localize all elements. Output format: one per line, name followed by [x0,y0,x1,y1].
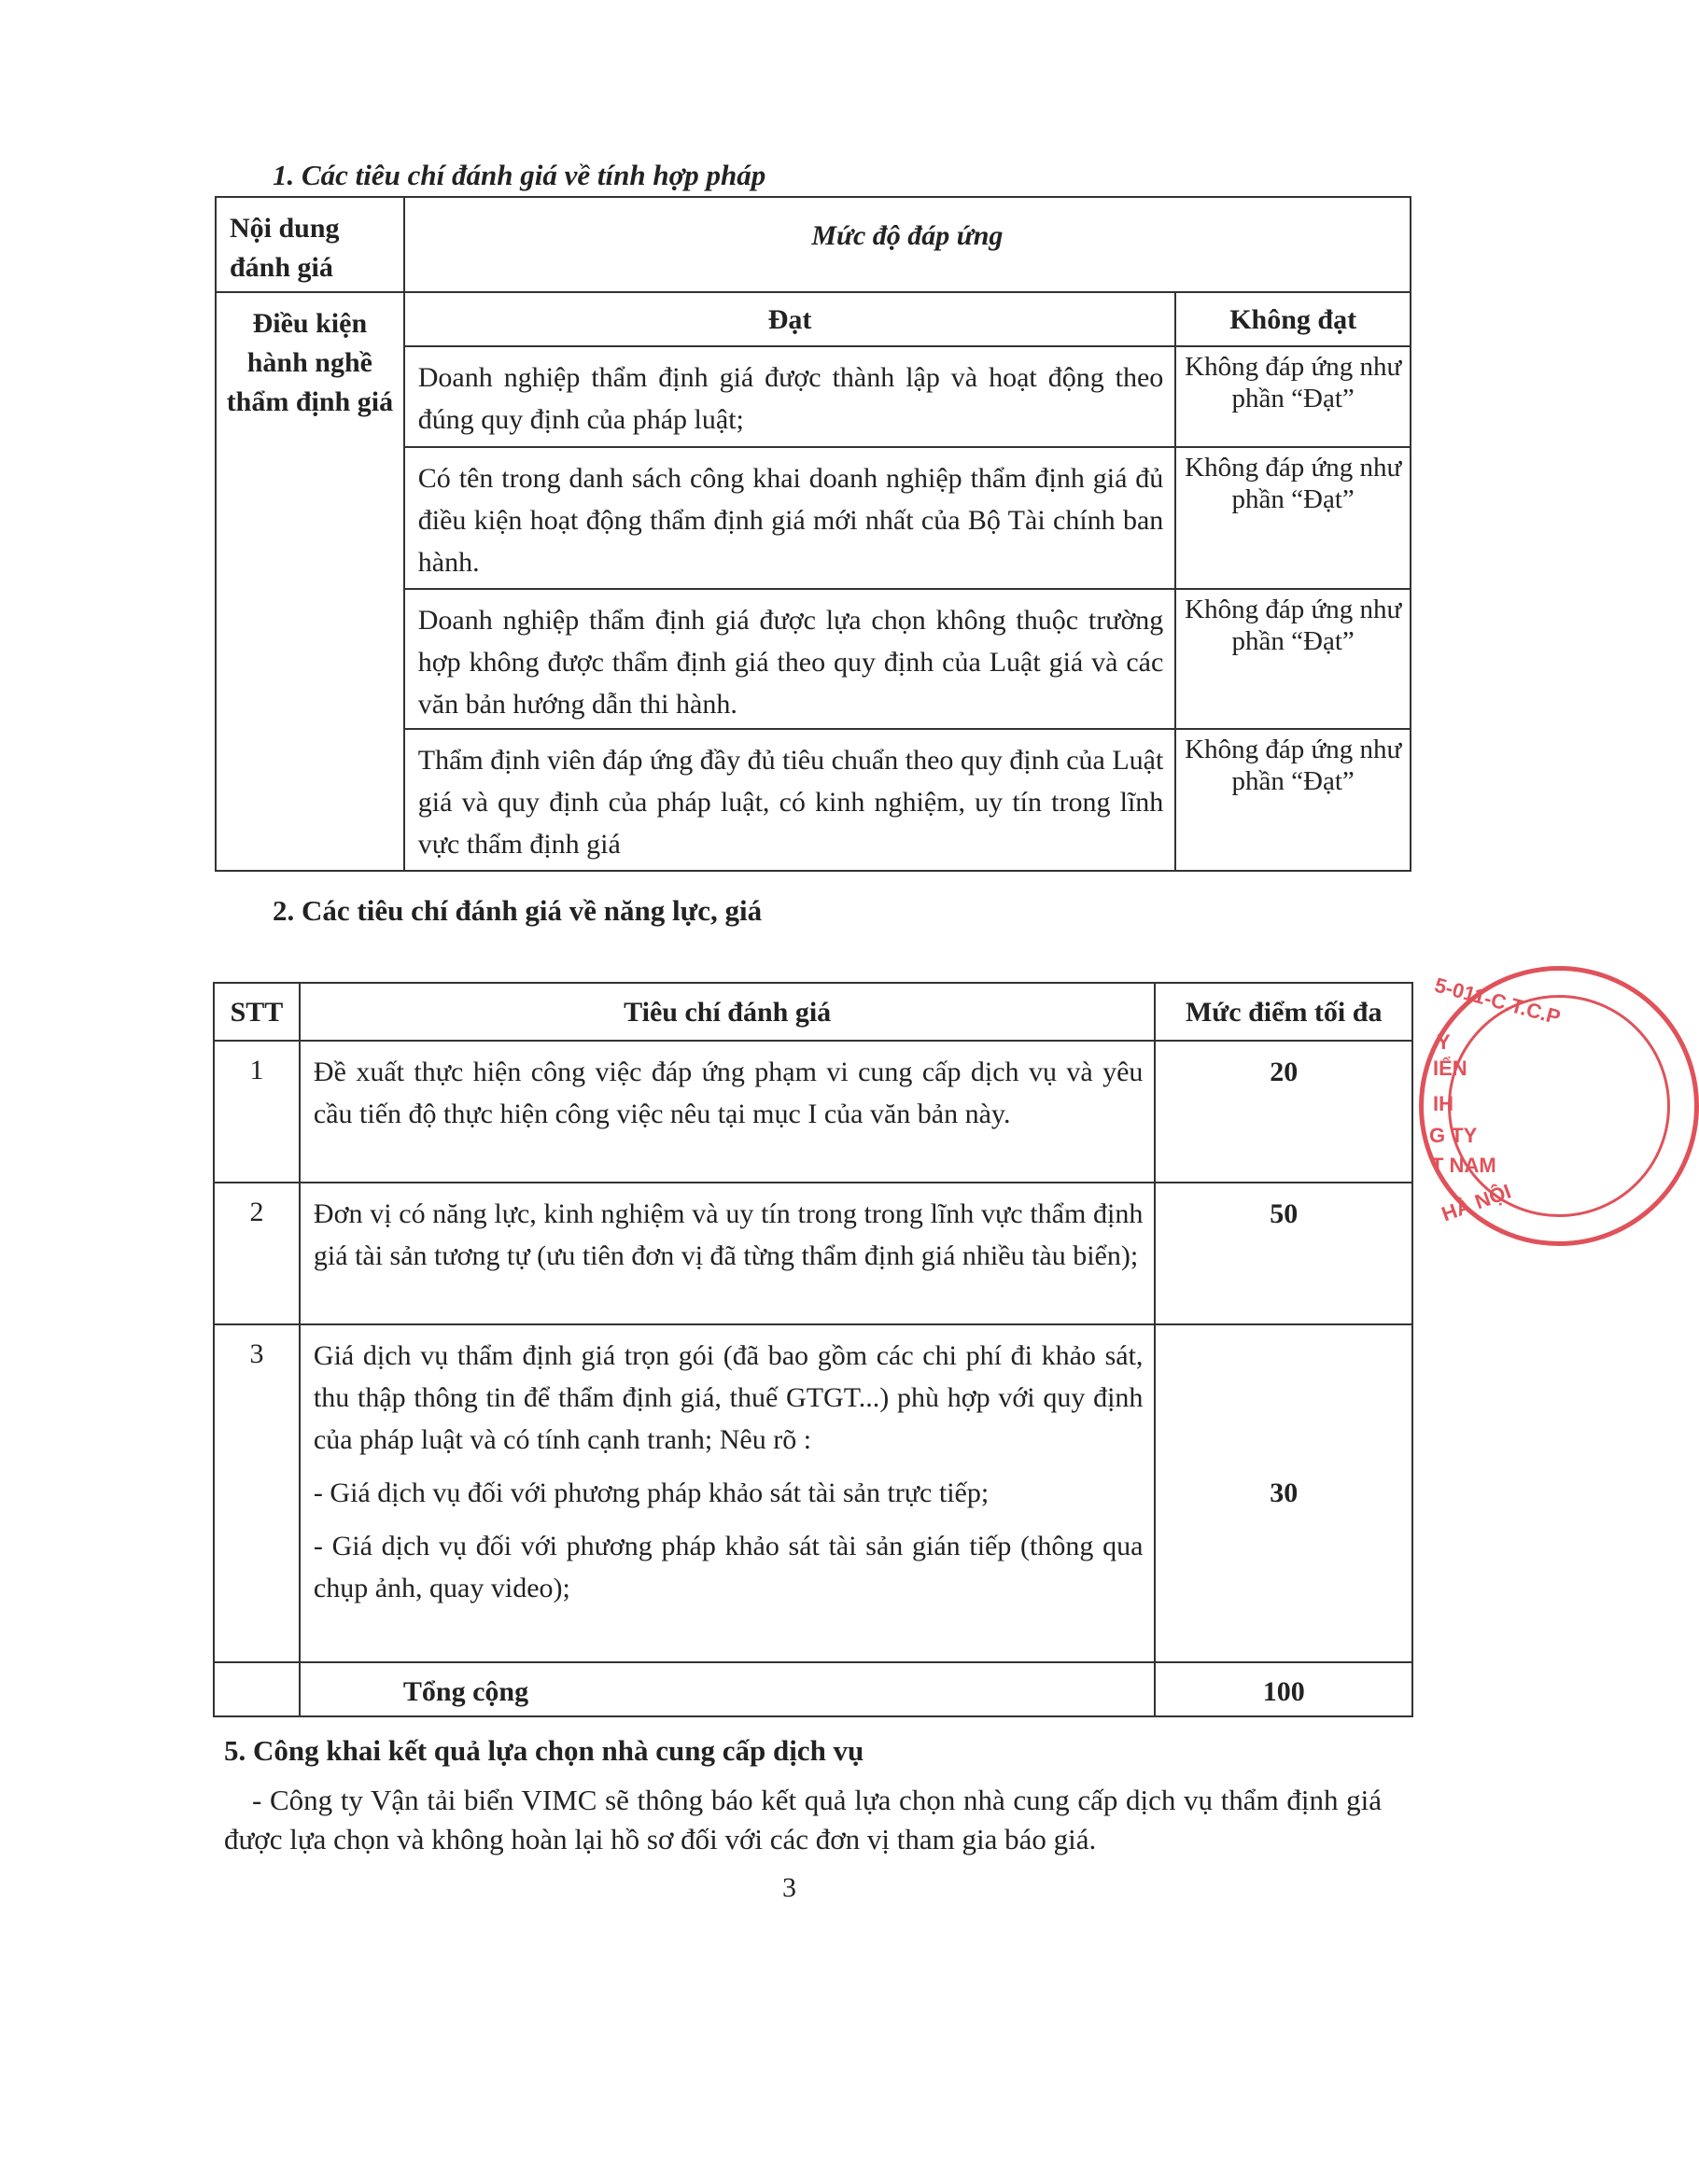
capability-price-table [213,982,1413,1717]
legality-fail-text: Không đáp ứng như phần “Đạt” [1175,447,1411,589]
section5-paragraph: - Công ty Vận tải biển VIMC sẽ thông báo kết quả lựa chọn nhà cung cấp dịch vụ thẩm định giá được lựa chọn và không hoàn lại hồ sơ đối với các đơn vị tham gia báo giá. [224,1784,1382,1855]
criteria-header: Tiêu chí đánh giá [300,983,1155,1041]
row-criteria: Giá dịch vụ thẩm định giá trọn gói (đã bao gồm các chi phí đi khảo sát, thu thập thông tin để thẩm định giá, thuế GTGT...) phù hợp với quy định của pháp luật và có tính cạnh tranh; Nêu rõ : [313,1340,1144,1455]
row-stt: 2 [214,1183,300,1324]
section5-heading: 5. Công khai kết quả lựa chọn nhà cung cấp dịch vụ [224,1734,864,1767]
row-criteria-cell [300,1324,1155,1662]
legality-fail-text: Không đáp ứng như phần “Đạt” [1175,589,1411,729]
header-content-label: Nội dung đánh giá [230,213,340,283]
legality-fail-text: Không đáp ứng như phần “Đạt” [1175,346,1411,447]
company-seal-stamp [1419,966,1699,1246]
seal-text: IỂN [1433,1057,1467,1080]
legality-criteria-table [215,196,1411,872]
header-level-label: Mức độ đáp ứng [811,220,1004,251]
row-stt: 3 [214,1324,300,1662]
row-stt: 1 [214,1041,300,1183]
seal-text: G TY [1429,1124,1478,1147]
legality-pass-text: Doanh nghiệp thẩm định giá được thành lập và hoạt động theo đúng quy định của pháp luật; [404,346,1176,447]
score-header: Mức điểm tối đa [1155,983,1412,1041]
total-empty-cell [214,1662,300,1716]
row-score: 30 [1270,1477,1299,1508]
section2-heading: 2. Các tiêu chí đánh giá về năng lực, giá [273,894,763,927]
fail-header-label: Không đạt [1229,304,1357,335]
seal-text: 5-011-C.T.C.P [1432,973,1564,1029]
fail-header-cell [1175,292,1411,346]
row-score-cell [1155,1324,1412,1662]
pass-header-label: Đạt [767,304,812,335]
pass-header-cell [404,292,1176,346]
legality-pass-text: Có tên trong danh sách công khai doanh nghiệp thẩm định giá đủ điều kiện hoạt động thẩm định giá mới nhất của Bộ Tài chính ban hành. [404,447,1176,589]
total-score: 100 [1155,1662,1412,1716]
legality-pass-text: Doanh nghiệp thẩm định giá được lựa chọn không thuộc trường hợp không được thẩm định giá theo quy định của Luật giá và các văn bản hướng dẫn thi hành. [404,589,1176,729]
stt-header: STT [214,983,300,1041]
condition-label: Điều kiện hành nghề thẩm định giá [226,308,394,417]
header-level-cell [404,197,1411,292]
legality-pass-text: Thẩm định viên đáp ứng đầy đủ tiêu chuẩn theo quy định của Luật giá và quy định của pháp luật, có kinh nghiệm, uy tín trong lĩnh vực thẩm định giá [404,729,1176,871]
page-number: 3 [782,1872,796,1903]
seal-text: HÀ NỘI [1438,1179,1514,1226]
row-score: 20 [1155,1041,1412,1183]
seal-text: T NAM [1431,1154,1496,1177]
condition-label-cell [216,292,404,871]
seal-text: IH [1433,1092,1453,1115]
header-content-cell [216,197,404,292]
legality-fail-text: Không đáp ứng như phần “Đạt” [1175,729,1411,871]
row-score: 50 [1155,1183,1412,1324]
row-criteria-sub-direct: - Giá dịch vụ đối với phương pháp khảo sát tài sản trực tiếp; [313,1477,990,1508]
row-criteria: Đề xuất thực hiện công việc đáp ứng phạm vi cung cấp dịch vụ và yêu cầu tiến độ thực hiện công việc nêu tại mục I của văn bản này. [300,1041,1155,1183]
seal-text: Y [1437,1030,1451,1054]
row-criteria: Đơn vị có năng lực, kinh nghiệm và uy tín trong trong lĩnh vực thẩm định giá tài sản tương tự (ưu tiên đơn vị đã từng thẩm định giá nhiều tàu biển); [300,1183,1155,1324]
section1-heading: 1. Các tiêu chí đánh giá về tính hợp pháp [273,159,766,191]
total-label: Tổng cộng [300,1662,1155,1716]
row-criteria-sub-indirect: - Giá dịch vụ đối với phương pháp khảo sát tài sản gián tiếp (thông qua chụp ảnh, quay video); [313,1531,1144,1603]
